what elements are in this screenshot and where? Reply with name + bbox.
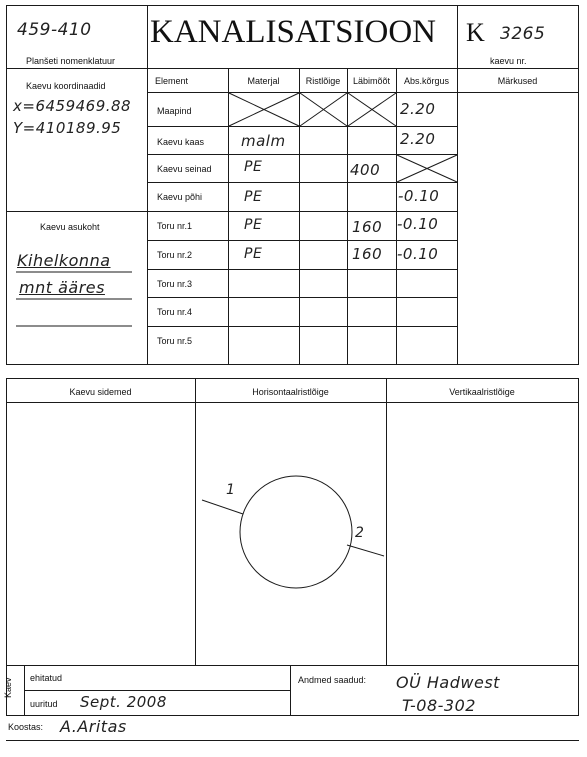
row-element-maapind: Maapind [157,106,192,116]
col-header-markused: Märkused [497,76,538,86]
data-from-line2: T-08-302 [402,696,476,715]
pipe-1-line [202,500,243,514]
coordinate-x-value: x=6459469.88 [13,97,132,115]
section-connections-title: Kaevu sidemed [69,387,132,397]
nomenclature-value: 459-410 [17,20,92,40]
data-from-label: Andmed saadud: [298,675,367,685]
surveyed-value: Sept. 2008 [80,693,167,711]
col-header-ristloige: Ristlõige [305,76,341,86]
row-diameter-toru-1: 160 [352,218,383,236]
row-element-kaevu-kaas: Kaevu kaas [157,137,205,147]
row-abs-kaevu-pohi: -0.10 [398,187,440,205]
row-element-toru-4: Toru nr.4 [157,307,193,317]
row-abs-kaevu-kaas: 2.20 [400,130,436,148]
compiled-label: Koostas: [8,722,44,732]
pipe-1-label: 1 [226,482,236,498]
well-circle [240,476,352,588]
pipe-2-label: 2 [355,525,365,541]
well-number-value: 3265 [500,24,546,44]
row-material-toru-2: PE [244,246,263,262]
row-element-toru-3: Toru nr.3 [157,279,193,289]
row-element-toru-2: Toru nr.2 [157,250,193,260]
row-element-toru-5: Toru nr.5 [157,336,193,346]
location-line2: mnt ääres [19,278,105,297]
row-element-kaevu-pohi: Kaevu põhi [157,192,203,202]
form-title: KANALISATSIOON [150,14,436,50]
location-line1: Kihelkonna [17,251,111,270]
row-material-toru-1: PE [244,217,263,233]
row-element-toru-1: Toru nr.1 [157,221,193,231]
section-horizontal-title: Horisontaalristlõige [252,387,329,397]
coordinate-y-value: Y=410189.95 [13,119,122,137]
row-material-kaevu-pohi: PE [244,189,263,205]
row-material-kaevu-seinad: PE [244,159,263,175]
section-vertical-title: Vertikaalristlõige [449,387,515,397]
col-header-element: Element [155,76,189,86]
coordinates-label: Kaevu koordinaadid [26,81,106,91]
location-label: Kaevu asukoht [40,222,100,232]
row-diameter-toru-2: 160 [352,245,383,263]
built-label: ehitatud [30,673,63,683]
row-diameter-kaevu-seinad: 400 [350,161,381,179]
well-number-label: kaevu nr. [490,56,527,66]
data-from-line1: OÜ Hadwest [396,673,500,692]
nomenclature-label: Planšeti nomenklatuur [26,56,116,66]
footer-side-label: Kaev [3,677,13,698]
row-abs-maapind: 2.20 [400,100,436,118]
row-abs-toru-2: -0.10 [397,245,439,263]
row-abs-toru-1: -0.10 [397,215,439,233]
well-prefix: K [466,18,485,47]
surveyed-label: uuritud [30,699,58,709]
col-header-labimoot: Läbimõõt [352,76,391,86]
col-header-materjal: Materjal [247,76,280,86]
row-material-kaevu-kaas: malm [241,132,286,150]
compiled-value: A.Aritas [60,717,127,736]
row-element-kaevu-seinad: Kaevu seinad [157,164,212,174]
col-header-abs-korgus: Abs.kõrgus [403,76,450,86]
pipe-2-line [347,545,384,556]
